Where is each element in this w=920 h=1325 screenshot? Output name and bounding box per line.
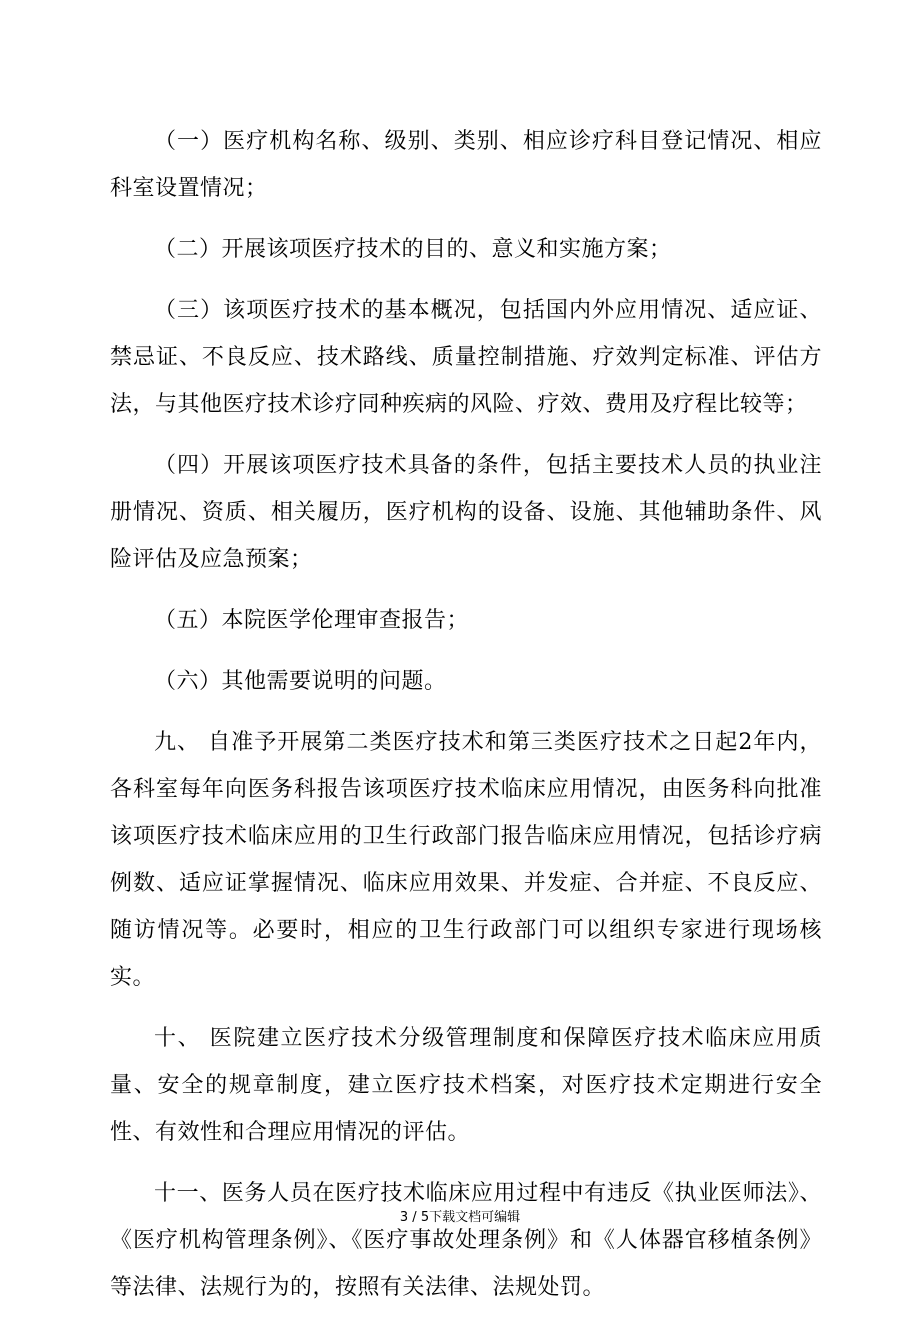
- paragraph-item-5: （五）本院医学伦理审查报告；: [154, 608, 470, 633]
- paragraph-item-6: （六）其他需要说明的问题。: [154, 669, 447, 694]
- paragraph-article-9: 九、 自准予开展第二类医疗技术和第三类医疗技术之日起2年内，各科室每年向医务科报告该项医疗技术临床应用情况，由医务科向批准该项医疗技术临床应用的卫生行政部门报告临床应用情况，包括诊疗病例数、适应证掌握情况、临床应用效果、并发症、合并症、不良反应、随访情况等。必要时，相应的卫生行政部门可以组织专家进行现场核实。: [110, 730, 822, 990]
- paragraph-article-11: 十一、医务人员在医疗技术临床应用过程中有违反《执业医师法》、《医疗机构管理条例》、《医疗事故处理条例》和《人体器官移植条例》等法律、法规行为的，按照有关法律、法规处罚。: [110, 1181, 822, 1300]
- paragraph-item-2: （二）开展该项医疗技术的目的、意义和实施方案；: [154, 237, 672, 262]
- document-body: [110, 118, 822, 1325]
- paragraph-item-3: （三）该项医疗技术的基本概况，包括国内外应用情况、适应证、禁忌证、不良反应、技术路线、质量控制措施、疗效判定标准、评估方法，与其他医疗技术诊疗同种疾病的风险、疗效、费用及疗程比较等；: [110, 298, 822, 417]
- paragraph-article-10: 十、 医院建立医疗技术分级管理制度和保障医疗技术临床应用质量、安全的规章制度，建立医疗技术档案，对医疗技术定期进行安全性、有效性和合理应用情况的评估。: [110, 1026, 822, 1145]
- page-footer: 3 / 5下载文档可编辑: [399, 1210, 521, 1225]
- paragraph-item-4: （四）开展该项医疗技术具备的条件，包括主要技术人员的执业注册情况、资质、相关履历，医疗机构的设备、设施、其他辅助条件、风险评估及应急预案；: [110, 453, 822, 572]
- paragraph-item-1: （一）医疗机构名称、级别、类别、相应诊疗科目登记情况、相应科室设置情况；: [110, 129, 822, 201]
